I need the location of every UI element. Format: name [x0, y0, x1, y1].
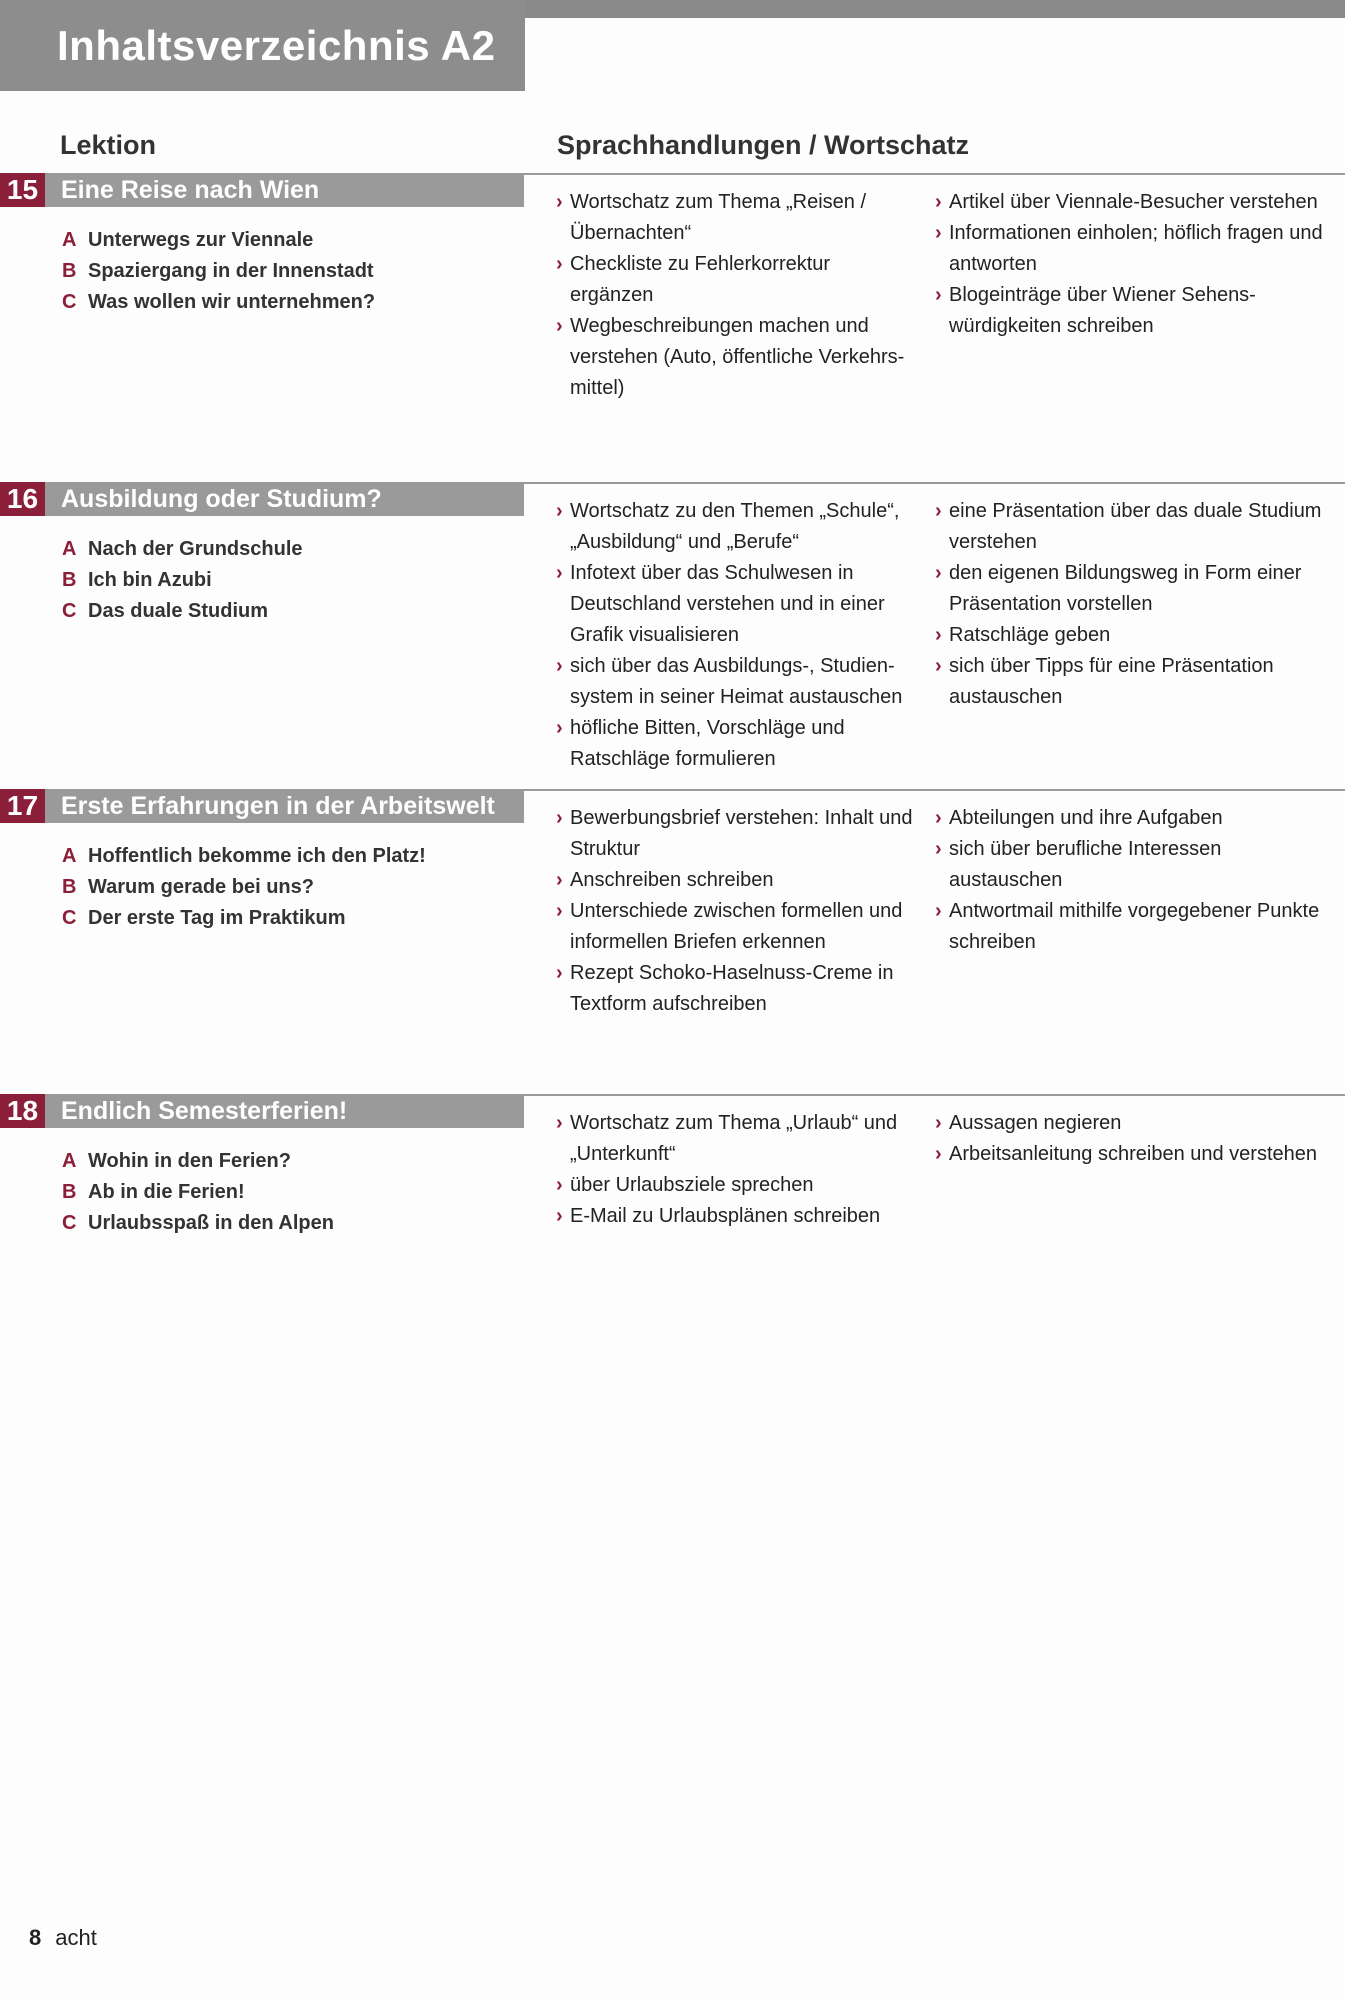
skill-item: › sich über Tipps für eine Präsentation austauschen: [935, 651, 1335, 713]
skill-item: › Informationen einholen; höflich fragen und antworten: [935, 218, 1335, 280]
subsection-item[interactable]: C Der erste Tag im Praktikum: [62, 907, 346, 929]
skills-column-1: [556, 187, 916, 404]
skill-item: › Blogeinträge über Wiener Sehens-würdigkeiten schreiben: [935, 280, 1335, 342]
skill-item: › Wortschatz zum Thema „Urlaub“ und „Unterkunft“: [556, 1108, 916, 1170]
skill-item: › Wegbeschreibungen machen und verstehen (Auto, öffentliche Verkehrs-mittel): [556, 311, 916, 404]
skill-item: › Wortschatz zu den Themen „Schule“, „Ausbildung“ und „Berufe“: [556, 496, 916, 558]
subsection-item[interactable]: C Das duale Studium: [62, 600, 269, 622]
page-number: 8: [29, 1925, 42, 1950]
section-rule: [524, 173, 1345, 175]
skill-item: › über Urlaubsziele sprechen: [556, 1170, 916, 1201]
page-footer: [29, 1925, 97, 1951]
lesson-number: 18: [0, 1094, 45, 1128]
skill-item: › Infotext über das Schulwesen in Deutschland verstehen und in einer Grafik visualisieren: [556, 558, 916, 651]
subsection-list: [62, 1146, 334, 1239]
skill-item: › Checkliste zu Fehlerkorrektur ergänzen: [556, 249, 916, 311]
skill-item: › den eigenen Bildungsweg in Form einer Präsentation vorstellen: [935, 558, 1335, 620]
skill-item: › Abteilungen und ihre Aufgaben: [935, 803, 1335, 834]
lesson-number: 17: [0, 789, 45, 823]
column-header-sprachhandlungen: Sprachhandlungen / Wortschatz: [557, 130, 970, 160]
skill-item: › höfliche Bitten, Vorschläge und Ratschläge formulieren: [556, 713, 916, 775]
subsection-list: [62, 534, 303, 627]
subsection-item[interactable]: A Wohin in den Ferien?: [62, 1150, 291, 1172]
skill-item: › Unterschiede zwischen formellen und informellen Briefen erkennen: [556, 896, 916, 958]
subsection-item[interactable]: B Warum gerade bei uns?: [62, 876, 314, 898]
lesson-title: Erste Erfahrungen in der Arbeitswelt: [61, 792, 495, 820]
subsection-item[interactable]: B Spaziergang in der Innenstadt: [62, 260, 374, 282]
lesson-title-bar[interactable]: [0, 789, 524, 823]
skill-item: › Bewerbungsbrief verstehen: Inhalt und Struktur: [556, 803, 916, 865]
page-title-box: [0, 0, 525, 91]
skill-item: › Artikel über Viennale-Besucher verstehen: [935, 187, 1335, 218]
page-number-word: acht: [55, 1925, 97, 1950]
skill-item: › Aussagen negieren: [935, 1108, 1335, 1139]
subsection-list: [62, 841, 426, 934]
subsection-item[interactable]: B Ab in die Ferien!: [62, 1181, 245, 1203]
skills-column-1: [556, 803, 916, 1020]
subsection-item[interactable]: B Ich bin Azubi: [62, 569, 212, 591]
lesson-title: Ausbildung oder Studium?: [61, 485, 382, 513]
skills-column-2: [935, 496, 1335, 713]
skill-item: › Anschreiben schreiben: [556, 865, 916, 896]
skills-column-2: [935, 1108, 1335, 1170]
skill-item: › sich über berufliche Interessen austauschen: [935, 834, 1335, 896]
skill-item: › eine Präsentation über das duale Studium verstehen: [935, 496, 1335, 558]
skill-item: › Rezept Schoko-Haselnuss-Creme in Textform aufschreiben: [556, 958, 916, 1020]
section-rule: [524, 789, 1345, 791]
column-header-lektion: Lektion: [60, 130, 157, 160]
section-rule: [524, 1094, 1345, 1096]
lesson-title-bar[interactable]: [0, 482, 524, 516]
subsection-item[interactable]: A Hoffentlich bekomme ich den Platz!: [62, 845, 426, 867]
skill-item: › Wortschatz zum Thema „Reisen / Übernachten“: [556, 187, 916, 249]
skills-column-1: [556, 496, 916, 775]
lesson-title-bar[interactable]: [0, 1094, 524, 1128]
subsection-item[interactable]: C Urlaubsspaß in den Alpen: [62, 1212, 334, 1234]
section-rule: [524, 482, 1345, 484]
subsection-list: [62, 225, 375, 318]
skill-item: › Ratschläge geben: [935, 620, 1335, 651]
skill-item: › Antwortmail mithilfe vorgegebener Punkte schreiben: [935, 896, 1335, 958]
skills-column-2: [935, 803, 1335, 958]
page-title: Inhaltsverzeichnis A2: [57, 22, 496, 69]
subsection-item[interactable]: A Unterwegs zur Viennale: [62, 229, 314, 251]
subsection-item[interactable]: A Nach der Grundschule: [62, 538, 303, 560]
subsection-item[interactable]: C Was wollen wir unternehmen?: [62, 291, 376, 313]
skills-column-1: [556, 1108, 916, 1232]
lesson-title: Endlich Semesterferien!: [61, 1097, 348, 1125]
skills-column-2: [935, 187, 1335, 342]
lesson-number: 15: [0, 173, 45, 207]
skill-item: › Arbeitsanleitung schreiben und verstehen: [935, 1139, 1335, 1170]
lesson-title: Eine Reise nach Wien: [61, 176, 320, 204]
lesson-title-bar[interactable]: [0, 173, 524, 207]
skill-item: › E-Mail zu Urlaubsplänen schreiben: [556, 1201, 916, 1232]
lesson-number: 16: [0, 482, 45, 516]
skill-item: › sich über das Ausbildungs-, Studien-system in seiner Heimat austauschen: [556, 651, 916, 713]
